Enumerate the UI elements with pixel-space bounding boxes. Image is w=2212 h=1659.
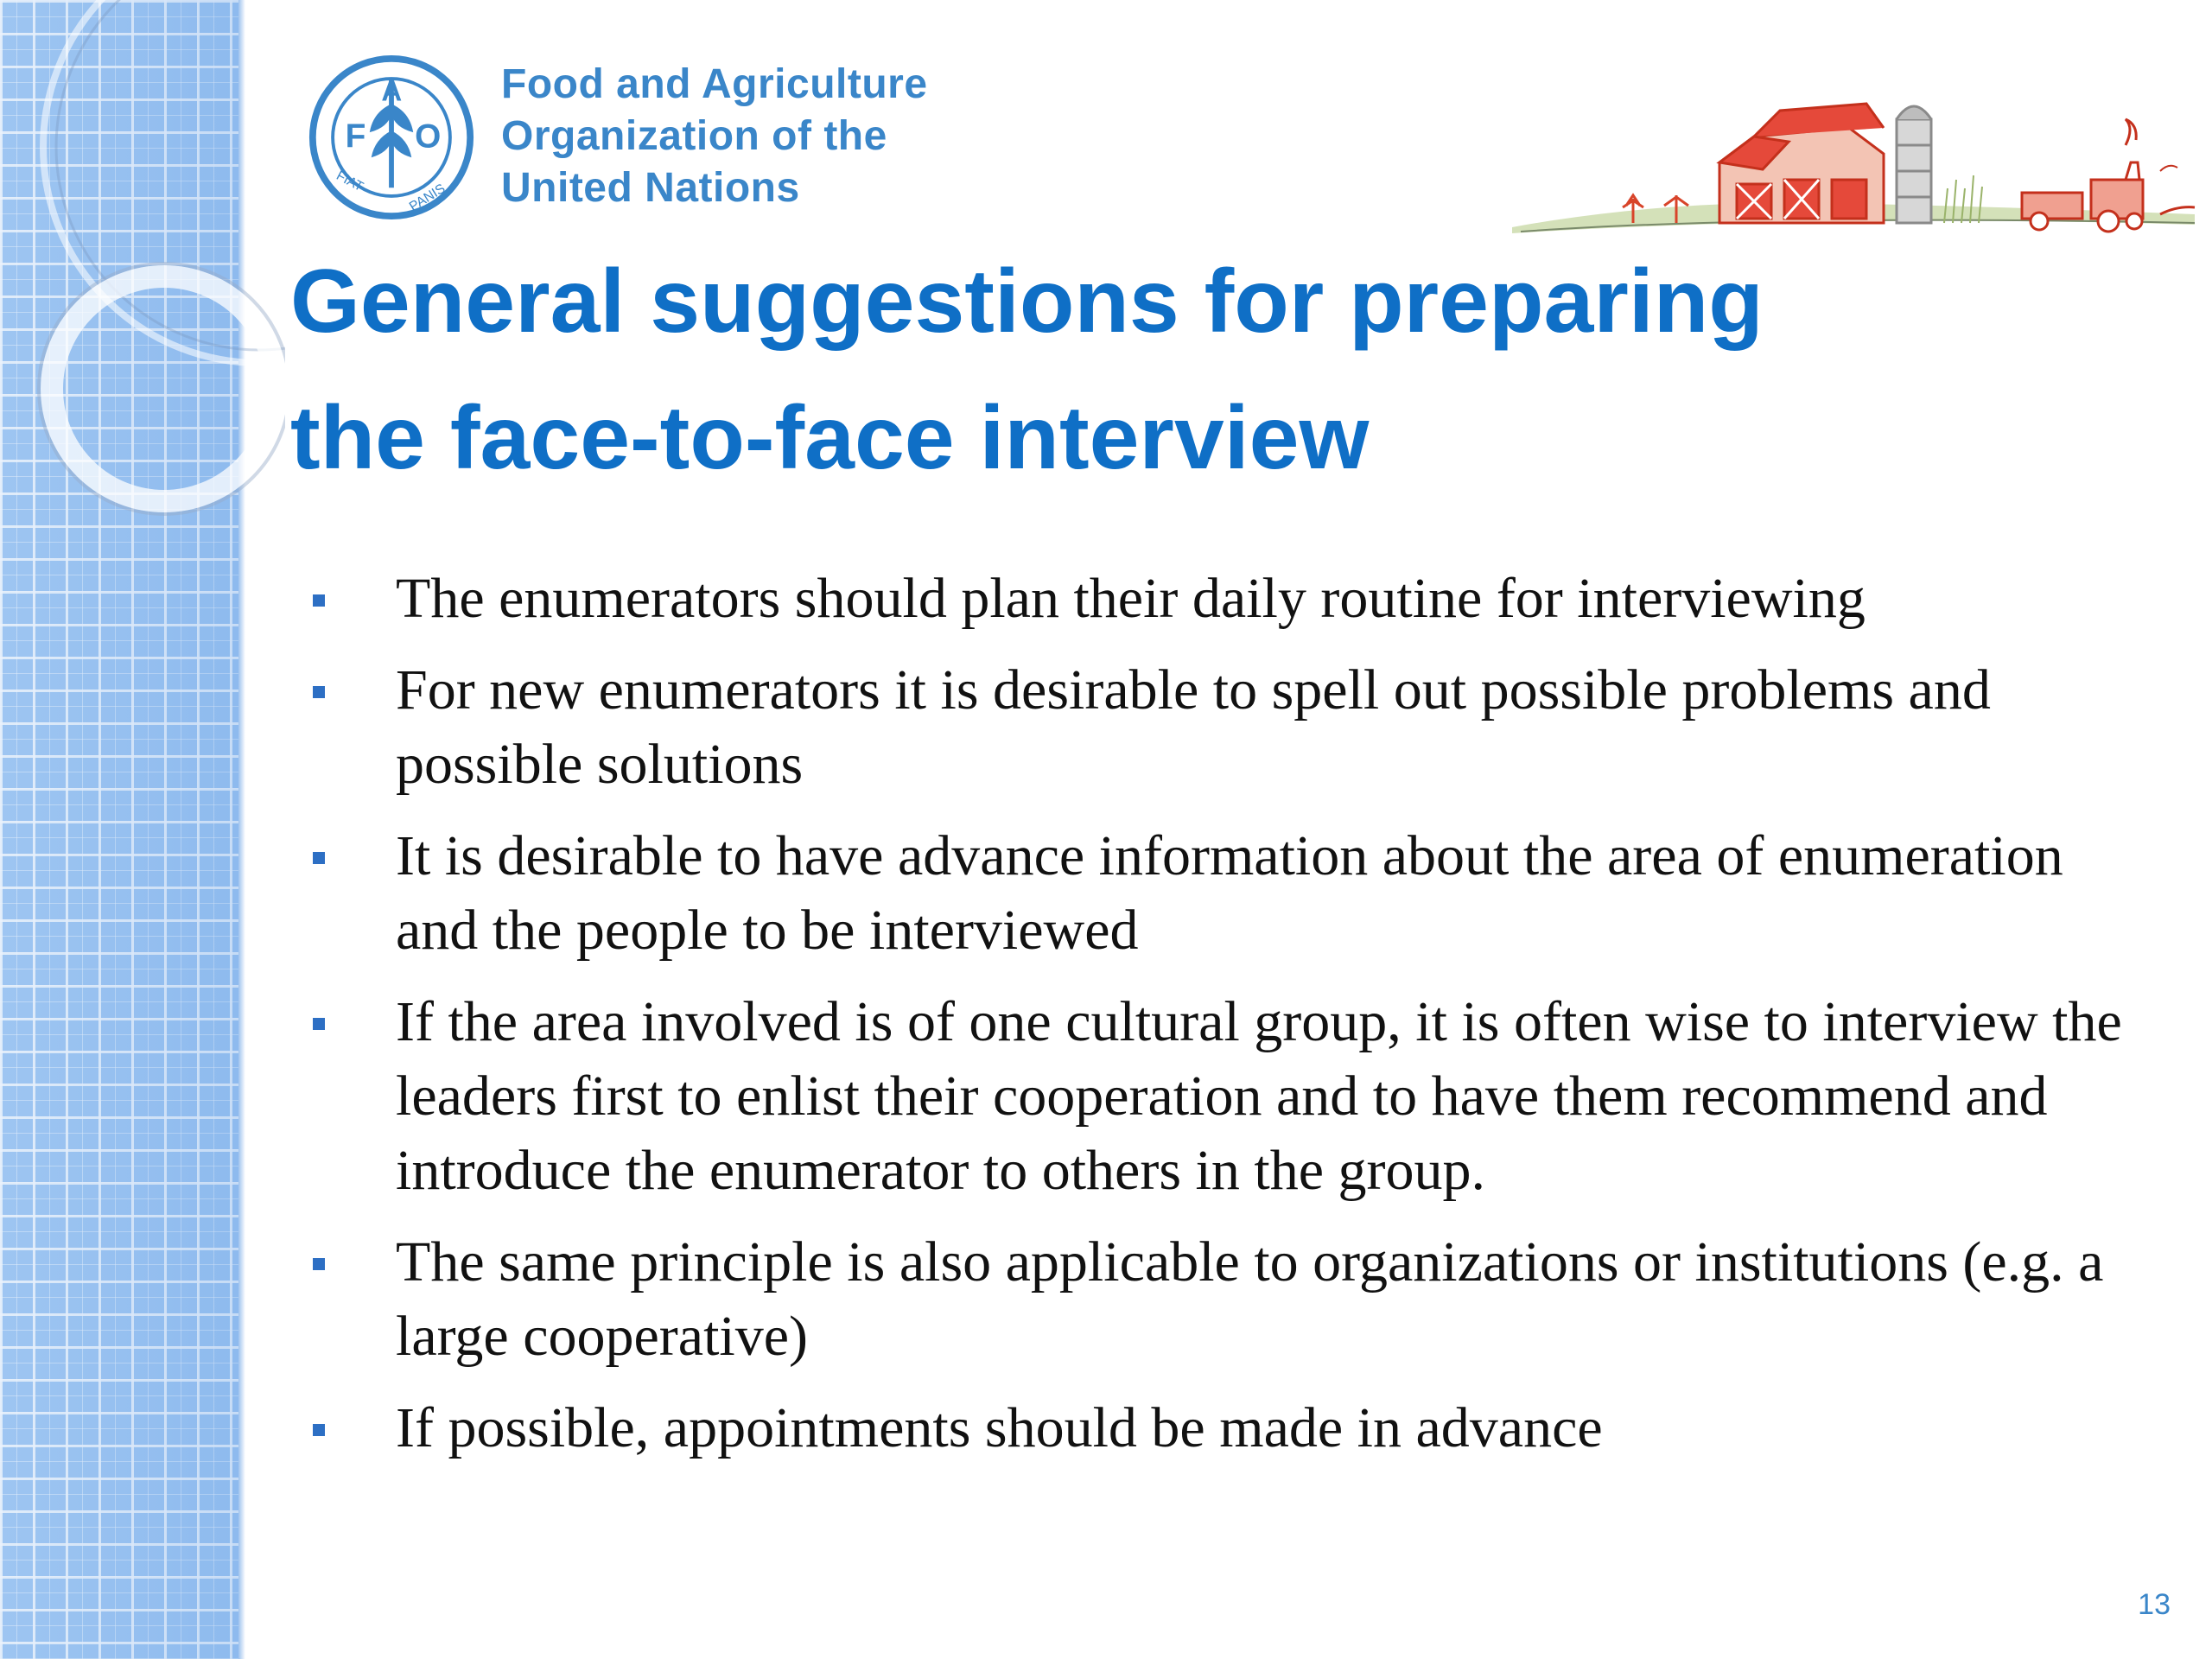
square-bullet-icon [313, 594, 325, 607]
list-item [308, 1225, 2148, 1374]
slide-title [290, 233, 2148, 506]
title-line-2: the face-to-face interview [290, 388, 1370, 488]
square-bullet-icon [313, 686, 325, 698]
org-name-line-2: Organization of the [501, 113, 887, 159]
bullet-text: The same principle is also applicable to organizations or institutions (e.g. a large cooperative) [396, 1230, 2104, 1368]
bullet-text: If possible, appointments should be made in advance [396, 1396, 1603, 1459]
list-item [308, 1391, 2148, 1465]
bullet-text: It is desirable to have advance information about the area of enumeration and the people to be interviewed [396, 824, 2063, 962]
square-bullet-icon [313, 1424, 325, 1436]
logo-letter-left: F [345, 118, 366, 156]
list-item [308, 819, 2148, 968]
bullet-text: If the area involved is of one cultural group, it is often wise to interview the leaders first to enlist their cooperation and to have them recommend and introduce the enumerator to others in the group. [396, 990, 2122, 1202]
logo-motto-left: FIAT [334, 168, 366, 195]
farm-barn-illustration [1503, 93, 2203, 240]
decorative-rings [0, 0, 285, 536]
logo-motto-right: PANIS [406, 181, 448, 215]
list-item [308, 985, 2148, 1208]
square-bullet-icon [313, 1018, 325, 1030]
fao-wheat-emblem-icon [308, 54, 475, 221]
logo-letter-right: O [415, 118, 442, 156]
square-bullet-icon [313, 1258, 325, 1270]
page-number: 13 [2138, 1588, 2171, 1621]
bullet-text: For new enumerators it is desirable to spell out possible problems and possible solutions [396, 658, 1991, 796]
bullet-text: The enumerators should plan their daily routine for interviewing [396, 567, 1866, 630]
org-name-line-1: Food and Agriculture [501, 61, 928, 107]
list-item [308, 562, 2148, 636]
list-item [308, 653, 2148, 802]
bullet-list [308, 562, 2148, 1483]
title-line-1: General suggestions for preparing [290, 251, 1764, 352]
org-name-line-3: United Nations [501, 165, 800, 211]
logo-letter-top: A [381, 74, 403, 107]
organization-name [501, 59, 928, 214]
square-bullet-icon [313, 852, 325, 864]
